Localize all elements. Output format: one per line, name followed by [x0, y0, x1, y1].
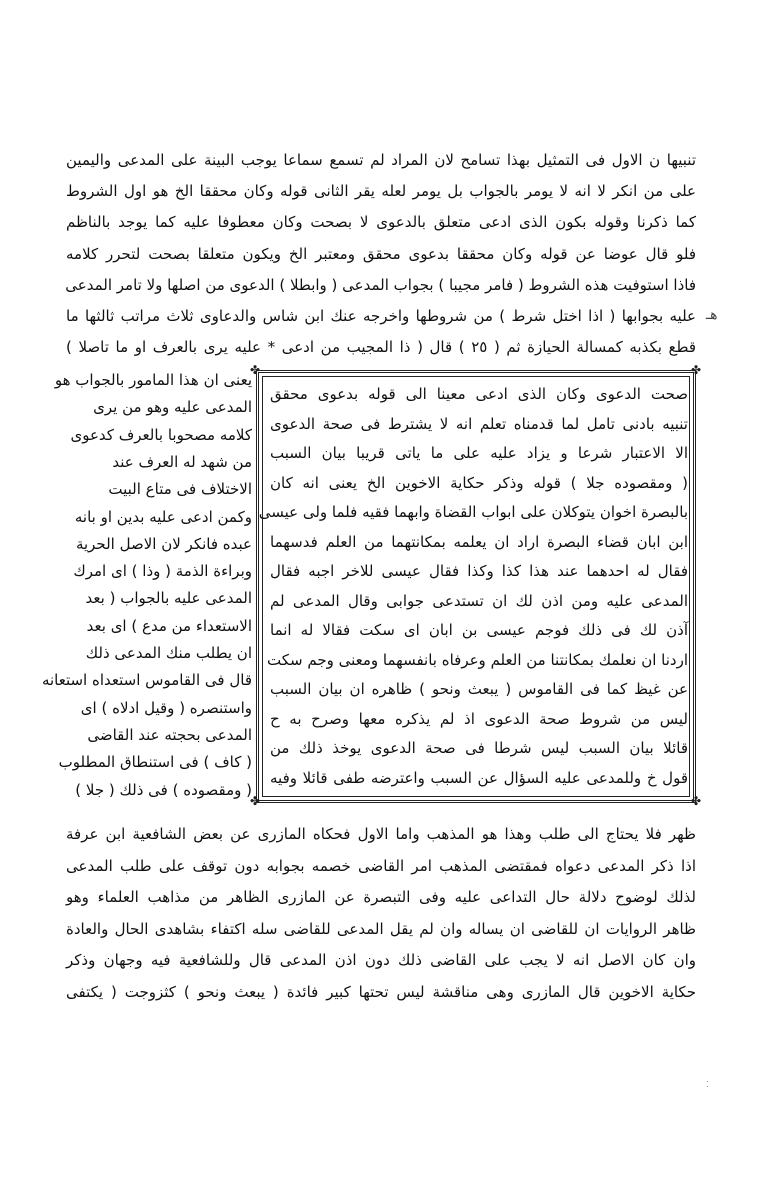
box-line-line: الا الاعتبار شرعا و يزاد عليه على ما ياتى قريبا بيان السبب — [270, 444, 688, 462]
box-line-line: صحت الدعوى وكان الذى ادعى معينا الى قوله بدعوى محقق — [270, 385, 688, 403]
box-line-line: بالبصرة اخوان يتوكلان على ابواب القضاة وابهما فقيه فلما ولى عيسى — [258, 503, 688, 521]
box-line-line: قائلا بيان السبب ليس شرطا فى صحة الدعوى يوخذ ذلك من — [270, 739, 688, 757]
margin-mark: ﻫـ — [706, 307, 718, 323]
side-line: ( ومقصوده ) فى ذلك ( جلا ) — [75, 780, 252, 799]
top-line: كما ذكرنا وقوله بكون الذى ادعى متعلق بالدعوى لا بصحت وكان معطوفا عليه كما يوجد بالناظم — [66, 213, 696, 232]
full-line: وان كان الاصل انه لا يجب على القاضى ذلك دون اذن المدعى قال وللشافعية فيه وجهان وذكر — [66, 951, 696, 969]
corner-ornament-top-right: ✤ — [691, 363, 702, 377]
top-line: تنبيها ن الاول فى التمثيل بهذا تسامح لان المراد لم تسمع سماعا يوجب البينة على المدعى واليمين — [66, 151, 696, 169]
side-line: الاستعداء من مدع ) اى بعد — [86, 616, 252, 635]
side-line: الاختلاف فى متاع البيت — [108, 480, 252, 499]
side-line: كلامه مصحوبا بالعرف كدعوى — [70, 425, 252, 444]
box-line-line: قول خ وللمدعى عليه السؤال عن السبب واعترضه طفى قائلا وفيه — [270, 768, 688, 787]
full-line: اذا ذكر المدعى دعواه فمقتضى المذهب امر القاضى خصمه بجوابه دون توقف على طلب المدعى — [66, 856, 696, 875]
side-line: المدعى عليه بالجواب ( بعد — [85, 589, 252, 608]
full-line: ظاهر الروايات ان للقاضى ان يساله وان لم يقل المدعى للقاضى سله اكتفاء بشاهدى الحال والعادة — [66, 919, 696, 938]
side-line: يعنى ان هذا المامور بالجواب هو — [54, 371, 252, 389]
top-line: قطع بكذبه كمسالة الحيازة ثم ( ٢٥ ) قال ( ذا المجيب من ادعى * عليه يرى بالعرف او ما تاصلا ) — [66, 338, 697, 357]
box-line-line: فقال له احدهما عند هذا كذا وكذا فقال عيسى للاخر اجبه فقال — [270, 562, 688, 580]
side-line: من شهد له العرف عند — [112, 452, 252, 471]
full-line: حكاية الاخوين قال المازرى وهى مناقشة ليس تحتها كبير فائدة ( يبعث ونحو ) كثزوجت ( يكتفى — [66, 982, 696, 1001]
side-line: عبده فانكر لان الاصل الحرية — [75, 534, 252, 553]
side-line: واستنصره ( وقيل ادلاه ) اى — [80, 698, 252, 717]
corner-ornament-bottom-left: ✤ — [250, 794, 261, 808]
box-line-line: تنبيه بادنى تامل لما قدمناه تعلم انه لا يشترط فى صحة الدعوى — [270, 414, 688, 433]
scan-speck: ⁚ — [706, 1080, 709, 1089]
box-line-line: آذن لك فى ذلك فوجم عيسى بن ابان اى سكت فقالا له انما — [270, 621, 688, 639]
full-line: ظهر فلا يحتاج الى طلب وهذا هو المذهب واما الاول فحكاه المازرى عن بعض الشافعية ابن عرفة — [66, 825, 696, 843]
side-line: المدعى عليه وهو من يرى — [93, 398, 252, 417]
full-line: لذلك لوضوح دلالة حال التداعى عليه وفى التبصرة عن المازرى الظاهر من مذاهب العلماء وهو — [66, 888, 696, 906]
box-line-line: ليس من شروط صحة الدعوى اذ لم يذكره معها وصرح به ح — [270, 709, 688, 728]
side-line: قال فى القاموس استعداه استعانه — [41, 671, 252, 690]
top-line: عليه بجوابها ( اذا اختل شرط ) من شروطها واخرجه عنك ابن شاس والدعاوى ثلاث مراتب ثالثها ما — [66, 307, 696, 325]
side-line: وكمن ادعى عليه بدين او بانه — [74, 507, 252, 526]
side-line: المدعى بحجته عند القاضى — [87, 725, 252, 744]
corner-ornament-top-left: ✤ — [250, 363, 261, 377]
side-line: وبراءة الذمة ( وذا ) اى امرك — [73, 562, 252, 581]
box-line-line: المدعى عليه ومن اذن لك ان تستدعى جوابى وقال المدعى لم — [270, 591, 688, 610]
side-line: ان يطلب منك المدعى ذلك — [85, 644, 252, 662]
top-line: فاذا استوفيت هذه الشروط ( فامر مجيبا ) بجواب المدعى ( وابطلا ) الدعوى من اصلها ولا تامر المدعى — [65, 275, 696, 294]
top-line: على من انكر لا انه لا يومر بالجواب بل يومر لعله يقر الثانى قوله وكان محققا الخ هو اول الشروط — [66, 182, 696, 201]
side-line: ( كاف ) فى استنطاق المطلوب — [58, 753, 252, 772]
box-line-line: عن غيظ كما فى القاموس ( يبعث ونحو ) ظاهره ان بيان السبب — [270, 680, 688, 698]
top-line: فلو قال عوضا عن قوله وكان محققا بدعوى محقق ومعتبر الخ ويكون متعلقا بصحت لتحرر كلامه — [66, 244, 696, 263]
corner-ornament-bottom-right: ✤ — [691, 794, 702, 808]
box-line-line: ابن ابان قضاء البصرة اراد ان يعلمه بمكانتهما من العلم فدسهما — [270, 532, 688, 551]
box-line-line: ( ومقصوده جلا ) قوله وذكر حكاية الاخوين الخ يعنى انه كان — [270, 473, 688, 492]
box-line-line: اردنا ان نعلمك بمكانتنا من العلم وعرفاه بانفسهما ومعنى وجم سكت — [266, 650, 688, 669]
